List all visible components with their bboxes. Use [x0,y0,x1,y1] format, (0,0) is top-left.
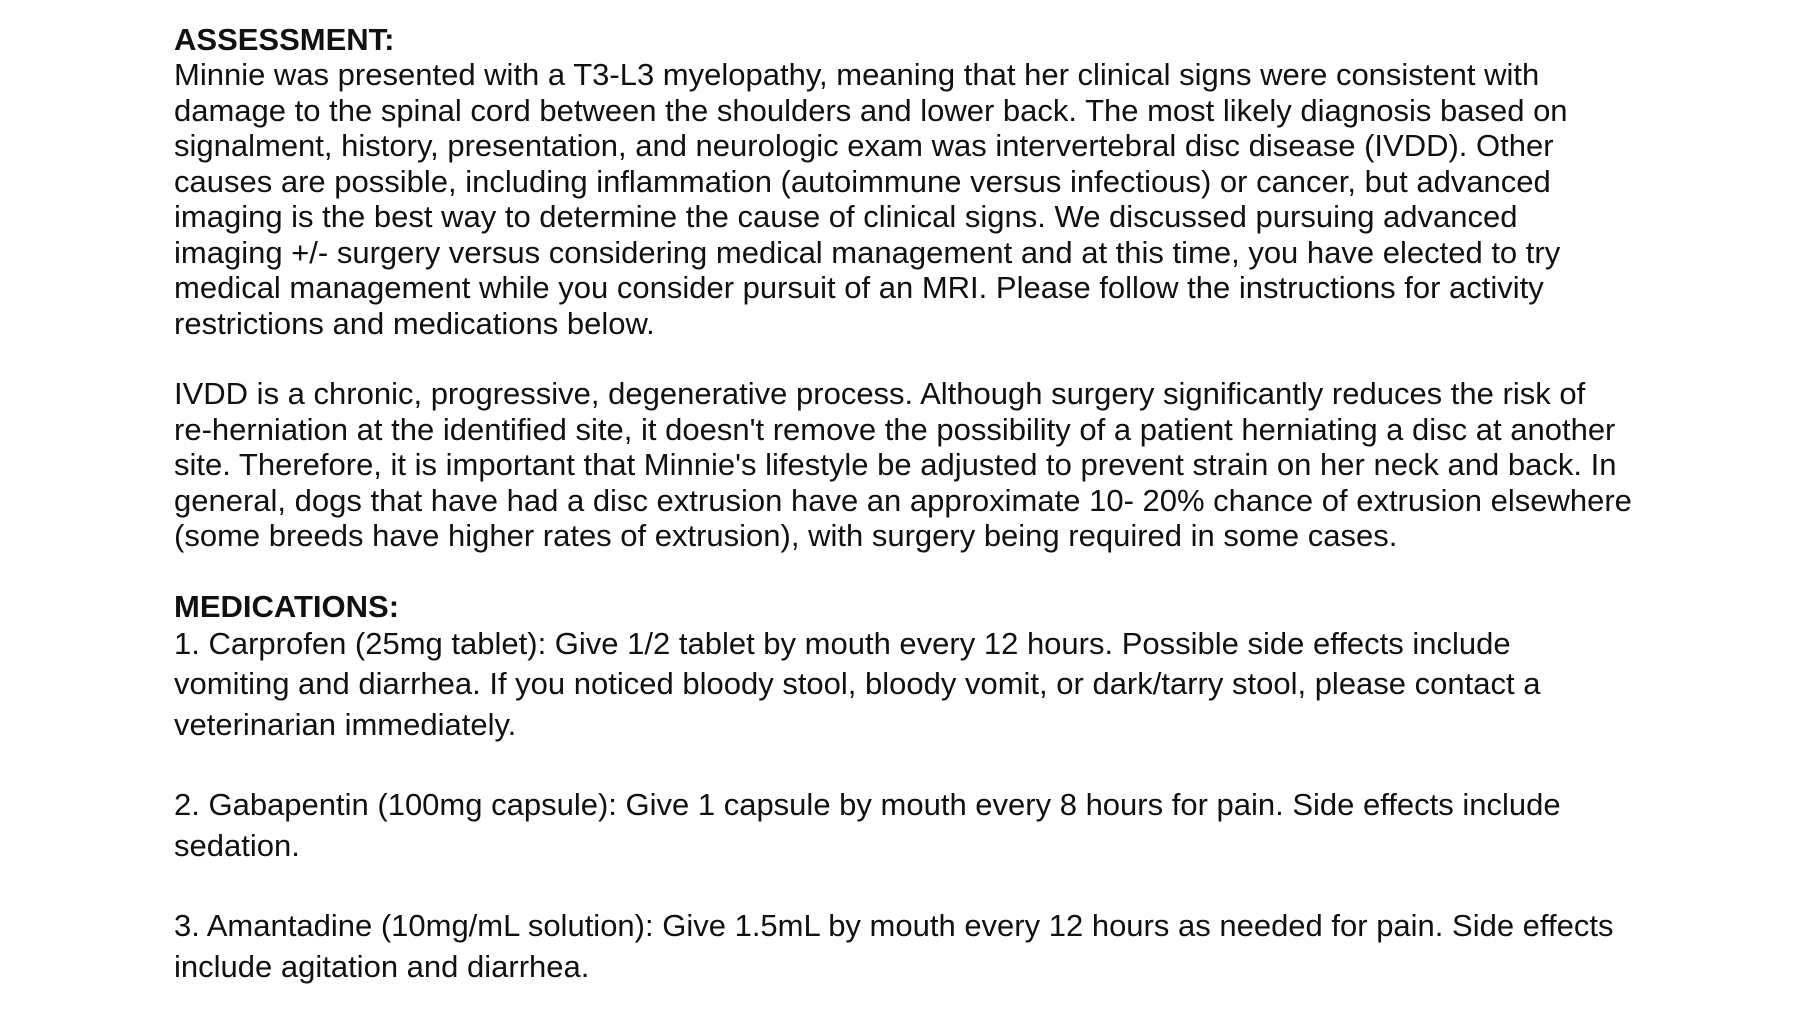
section-spacer [174,554,1634,589]
assessment-section [174,22,1634,554]
medications-heading: MEDICATIONS: [174,588,400,624]
paragraph-spacer [174,341,1634,376]
medication-item-amantadine: 3. Amantadine (10mg/mL solution): Give 1.5mL by mouth every 12 hours as needed for pain. Side effects include agitation and diarrhea. [174,908,1614,984]
assessment-paragraph: Minnie was presented with a T3-L3 myelopathy, meaning that her clinical signs were consistent with damage to the spinal cord between the shoulders and lower back. The most likely diagnosis based on signalment, history, presentation, and neurologic exam was intervertebral disc disease (IVDD). Other causes are possible, including inflammation (autoimmune versus infectious) or cancer, but advanced imaging is the best way to determine the cause of clinical signs. We discussed pursuing advanced imaging +/- surgery versus considering medical management and at this time, you have elected to try medical management while you consider pursuit of an MRI. Please follow the instructions for activity restrictions and medications below. [174,57,1568,341]
medication-item-carprofen: 1. Carprofen (25mg tablet): Give 1/2 tablet by mouth every 12 hours. Possible side effects include vomiting and diarrhea. If you noticed bloody stool, bloody vomit, or dark/tarry stool, please contact a veterinarian immediately. [174,625,1541,742]
medication-item-gabapentin: 2. Gabapentin (100mg capsule): Give 1 capsule by mouth every 8 hours for pain. Side effects include sedation. [174,787,1561,863]
assessment-heading: ASSESSMENT: [174,22,395,57]
medication-spacer [174,745,1634,785]
ivdd-paragraph: IVDD is a chronic, progressive, degenerative process. Although surgery significantly reduces the risk of re-herniation at the identified site, it doesn't remove the possibility of a patient herniating a disc at another site. Therefore, it is important that Minnie's lifestyle be adjusted to prevent strain on her neck and back. In general, dogs that have had a disc extrusion have an approximate 10- 20% chance of extrusion elsewhere (some breeds have higher rates of extrusion), with surgery being required in some cases. [174,376,1632,553]
medication-spacer [174,866,1634,906]
document-page [174,22,1634,987]
medications-section [174,589,1634,988]
